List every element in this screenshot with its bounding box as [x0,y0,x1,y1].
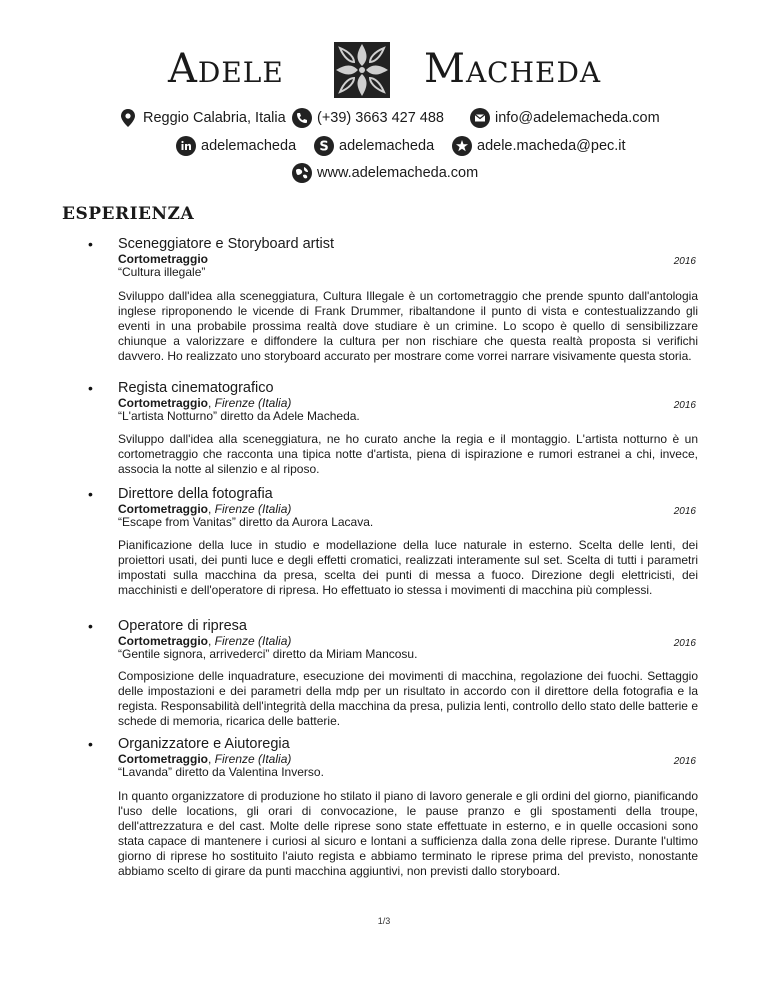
experience-role: Operatore di ripresa [118,618,247,634]
website-contact[interactable] [292,163,478,183]
experience-place: Firenze (Italia) [214,502,292,516]
experience-org-type: Cortometraggio [118,502,208,516]
experience-title: “L'artista Notturno” diretto da Adele Macheda. [118,409,360,423]
experience-description: Pianificazione della luce in studio e modellazione della luce naturale in esterno. Scelta delle lenti, dei proiettori usati, dei punti luce e degli effetti cromatici, realizzati interamente sul set. Scelta di tutti i parametri impostati sulla macchina da presa, scelta dei punti di messa a fuoco. Direzione degli elettricisti, dei macchinisti e dell'operatore di ripresa. Ho effettuato io stessa i movimenti di macchina più complessi. [118,538,698,597]
linkedin-contact[interactable] [176,136,296,156]
experience-description: Composizione delle inquadrature, esecuzione dei movimenti di macchina, regolazione dei fuochi. Settaggio delle impostazioni e dei parametri della mdp per un risultato in accordo con il direttore della fotografia e la regista. Responsabilità dell'integrità della macchina da presa, pulizia lenti, controllo dello stato delle batterie e schede di memoria, ricarica delle batterie. [118,669,698,728]
email-icon [470,108,490,128]
last-name: Macheda [424,46,602,92]
experience-item [88,736,698,886]
section-title-text: ESPERIENZA [62,204,195,224]
experience-role: Organizzatore e Aiutoregia [118,736,290,752]
experience-year: 2016 [673,400,696,411]
linkedin-text: adelemacheda [201,138,297,154]
skype-text: adelemacheda [339,138,435,154]
experience-item [88,618,698,728]
experience-description: In quanto organizzatore di produzione ho stilato il piano di lavoro generale e gli ordini del giorno, pianificando l'uso delle locations, gli orari di convocazione, le pause pranzo e gli spostamenti della troupe, dell'attrezzatura e del cast. Molte delle riprese sono state effettuate in esterno, e in quelle occasioni sono stata capace di mantenere i curiosi al sicuro e lontani a sufficienza dalla zona delle riprese. Durante l'ultimo giorno di riprese ho sostituito l'aiuto regista e abbiamo terminato le riprese prima del previsto, nonostante abbiamo scelto di girare da punti macchina aggiuntivi, non previsti dallo storyboard. [118,789,698,878]
bullet: • [88,618,93,634]
pec-text: adele.macheda@pec.it [477,138,626,154]
experience-place: Firenze (Italia) [214,396,292,410]
experience-title: “Cultura illegale” [118,265,206,279]
experience-org-type: Cortometraggio [118,752,208,766]
linkedin-icon [176,136,196,156]
experience-org-type: Cortometraggio [118,396,208,410]
experience-year: 2016 [673,256,696,267]
phone-contact[interactable] [292,108,444,128]
contact-row-2 [0,136,768,158]
experience-place: Firenze (Italia) [214,634,292,648]
experience-description: Sviluppo dall'idea alla sceneggiatura, ne ho curato anche la regia e il montaggio. L'artista notturno è un cortometraggio che racconta una tipica notte d'artista, piena di ispirazione e rumori estranei a chi, invece, associa la notte al silenzio e al riposo. [118,432,698,476]
phone-text: (+39) 3663 427 488 [317,110,444,126]
experience-year: 2016 [673,638,696,649]
experience-role: Regista cinematografico [118,380,274,396]
experience-org: Cortometraggio, Firenze (Italia) [118,634,292,648]
bullet: • [88,380,93,396]
contact-row-1 [0,108,768,130]
skype-contact[interactable] [314,136,434,156]
experience-year: 2016 [673,506,696,517]
experience-title: “Lavanda” diretto da Valentina Inverso. [118,765,324,779]
website-text: www.adelemacheda.com [317,165,479,181]
experience-item [88,236,698,376]
bullet: • [88,486,93,502]
email-text: info@adelemacheda.com [495,110,660,126]
ornament-logo-icon [330,38,394,102]
location-pin-icon [118,108,138,128]
location-text: Reggio Calabria, Italia [143,110,286,126]
experience-item [88,486,698,611]
experience-place: Firenze (Italia) [214,752,292,766]
pec-contact[interactable] [452,136,626,156]
svg-text:S: S [319,139,329,155]
experience-org-type: Cortometraggio [118,634,208,648]
experience-year: 2016 [673,756,696,767]
globe-icon [292,163,312,183]
experience-title: “Escape from Vanitas” diretto da Aurora Lacava. [118,515,374,529]
star-badge-icon [452,136,472,156]
page-number: 1/3 [377,916,391,926]
experience-org: Cortometraggio, Firenze (Italia) [118,396,292,410]
phone-icon [292,108,312,128]
section-title-esperienza [62,204,194,224]
experience-org: Cortometraggio, Firenze (Italia) [118,502,292,516]
location-contact [118,108,286,128]
bullet: • [88,236,93,252]
contact-row-3 [0,163,768,185]
experience-role: Direttore della fotografia [118,486,273,502]
email-contact[interactable] [470,108,660,128]
experience-title: “Gentile signora, arrivederci” diretto da Miriam Mancosu. [118,647,418,661]
experience-description: Sviluppo dall'idea alla sceneggiatura, Cultura Illegale è un cortometraggio che prende spunto dall'antologia inglese riproponendo le vicende di Frank Drummer, ribaltandone il punto di vista e contestualizzando gli eventi in una probabile prossima realtà dove studiare è un crimine. Lo scopo è quello di sensibilizzare chiunque a valorizzare e diffondere la cultura per non rischiare che questa realtà proposta si verifichi davvero. Ho realizzato uno storyboard accurato per mostrare come vorrei narrare visivamente questa storia. [118,289,698,363]
experience-item [88,380,698,480]
name-header [0,34,768,102]
experience-org [118,252,208,266]
bullet: • [88,736,93,752]
experience-org: Cortometraggio, Firenze (Italia) [118,752,292,766]
experience-org-type: Cortometraggio [118,252,208,266]
first-name: Adele [168,46,284,92]
experience-role: Sceneggiatore e Storyboard artist [118,236,335,252]
skype-icon [314,136,334,156]
